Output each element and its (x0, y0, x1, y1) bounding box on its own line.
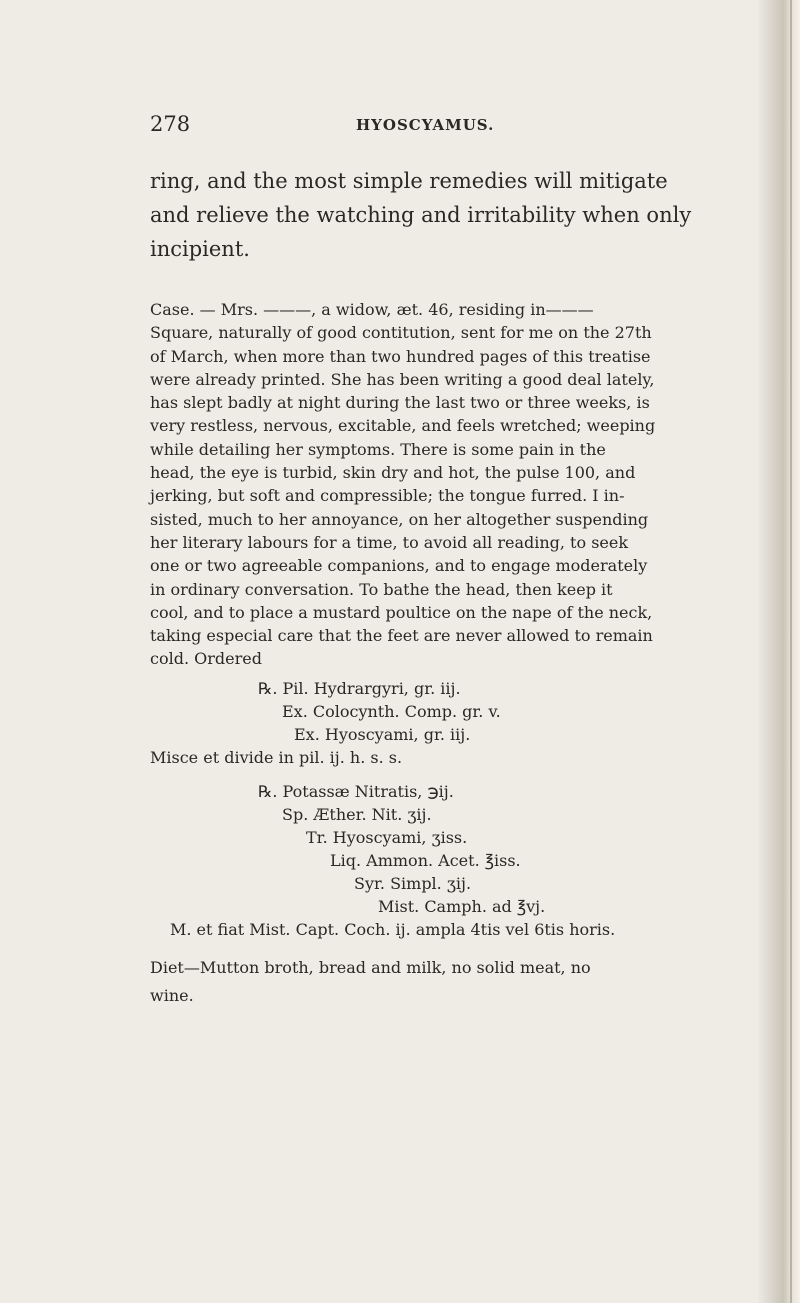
rx-line: M. et fiat Mist. Capt. Coch. ij. ampla 4tis vel 6tis horis. (170, 920, 616, 939)
text-line: Case. — Mrs. ———, a widow, æt. 46, residing in——— (150, 300, 594, 319)
text-line: cold. Ordered (150, 649, 262, 669)
text-line: head, the eye is turbid, skin dry and hot, the pulse 100, and (150, 463, 636, 483)
page-number: 278 (150, 112, 191, 136)
rx-line: Mist. Camph. ad ℥vj. (378, 897, 546, 916)
rx-line: Misce et divide in pil. ij. h. s. s. (150, 748, 403, 767)
diet-paragraph (150, 954, 591, 1010)
text-line: Diet—Mutton broth, bread and milk, no solid meat, no (150, 958, 591, 977)
page-header (0, 112, 800, 142)
text-line: of March, when more than two hundred pages of this treatise (150, 346, 651, 366)
text-line: while detailing her symptoms. There is some pain in the (150, 439, 606, 459)
text-line: her literary labours for a time, to avoid all reading, to seek (150, 532, 629, 552)
text-line: one or two agreeable companions, and to engage moderately (150, 556, 648, 576)
text-line: Square, naturally of good contitution, sent for me on the 27th (150, 323, 652, 343)
rx-line: Tr. Hyoscyami, ʒiss. (306, 828, 468, 847)
page-edge-line (790, 0, 792, 1303)
text-line: incipient. (150, 237, 250, 261)
text-line: sisted, much to her annoyance, on her altogether suspending (150, 509, 649, 529)
rx-line: Liq. Ammon. Acet. ℥iss. (330, 851, 521, 870)
text-line: very restless, nervous, excitable, and feels wretched; weeping (150, 416, 656, 436)
rx-line: Ex. Hyoscyami, gr. iij. (294, 725, 471, 744)
text-line: and relieve the watching and irritability when only (150, 203, 692, 227)
text-line: wine. (150, 986, 194, 1005)
lead-paragraph (150, 164, 740, 266)
text-line: were already printed. She has been writing a good deal lately, (150, 369, 655, 389)
text-line: taking especial care that the feet are never allowed to remain (150, 626, 653, 646)
rx-line: Syr. Simpl. ʒij. (354, 874, 472, 893)
running-head: HYOSCYAMUS. (356, 116, 495, 134)
rx-line: ℞. Pil. Hydrargyri, gr. iij. (258, 679, 461, 698)
rx-line: ℞. Potassæ Nitratis, ℈ij. (258, 782, 454, 801)
rx-line: Sp. Æther. Nit. ʒij. (282, 805, 432, 824)
text-line: jerking, but soft and compressible; the tongue furred. I in- (150, 486, 625, 506)
page-edge-shadow (758, 0, 800, 1303)
text-line: cool, and to place a mustard poultice on the nape of the neck, (150, 602, 653, 622)
text-line: has slept badly at night during the last two or three weeks, is (150, 393, 650, 413)
case-paragraph (150, 298, 740, 671)
text-line: in ordinary conversation. To bathe the head, then keep it (150, 579, 613, 599)
rx-line: Ex. Colocynth. Comp. gr. v. (282, 702, 501, 721)
text-line: ring, and the most simple remedies will mitigate (150, 169, 668, 193)
